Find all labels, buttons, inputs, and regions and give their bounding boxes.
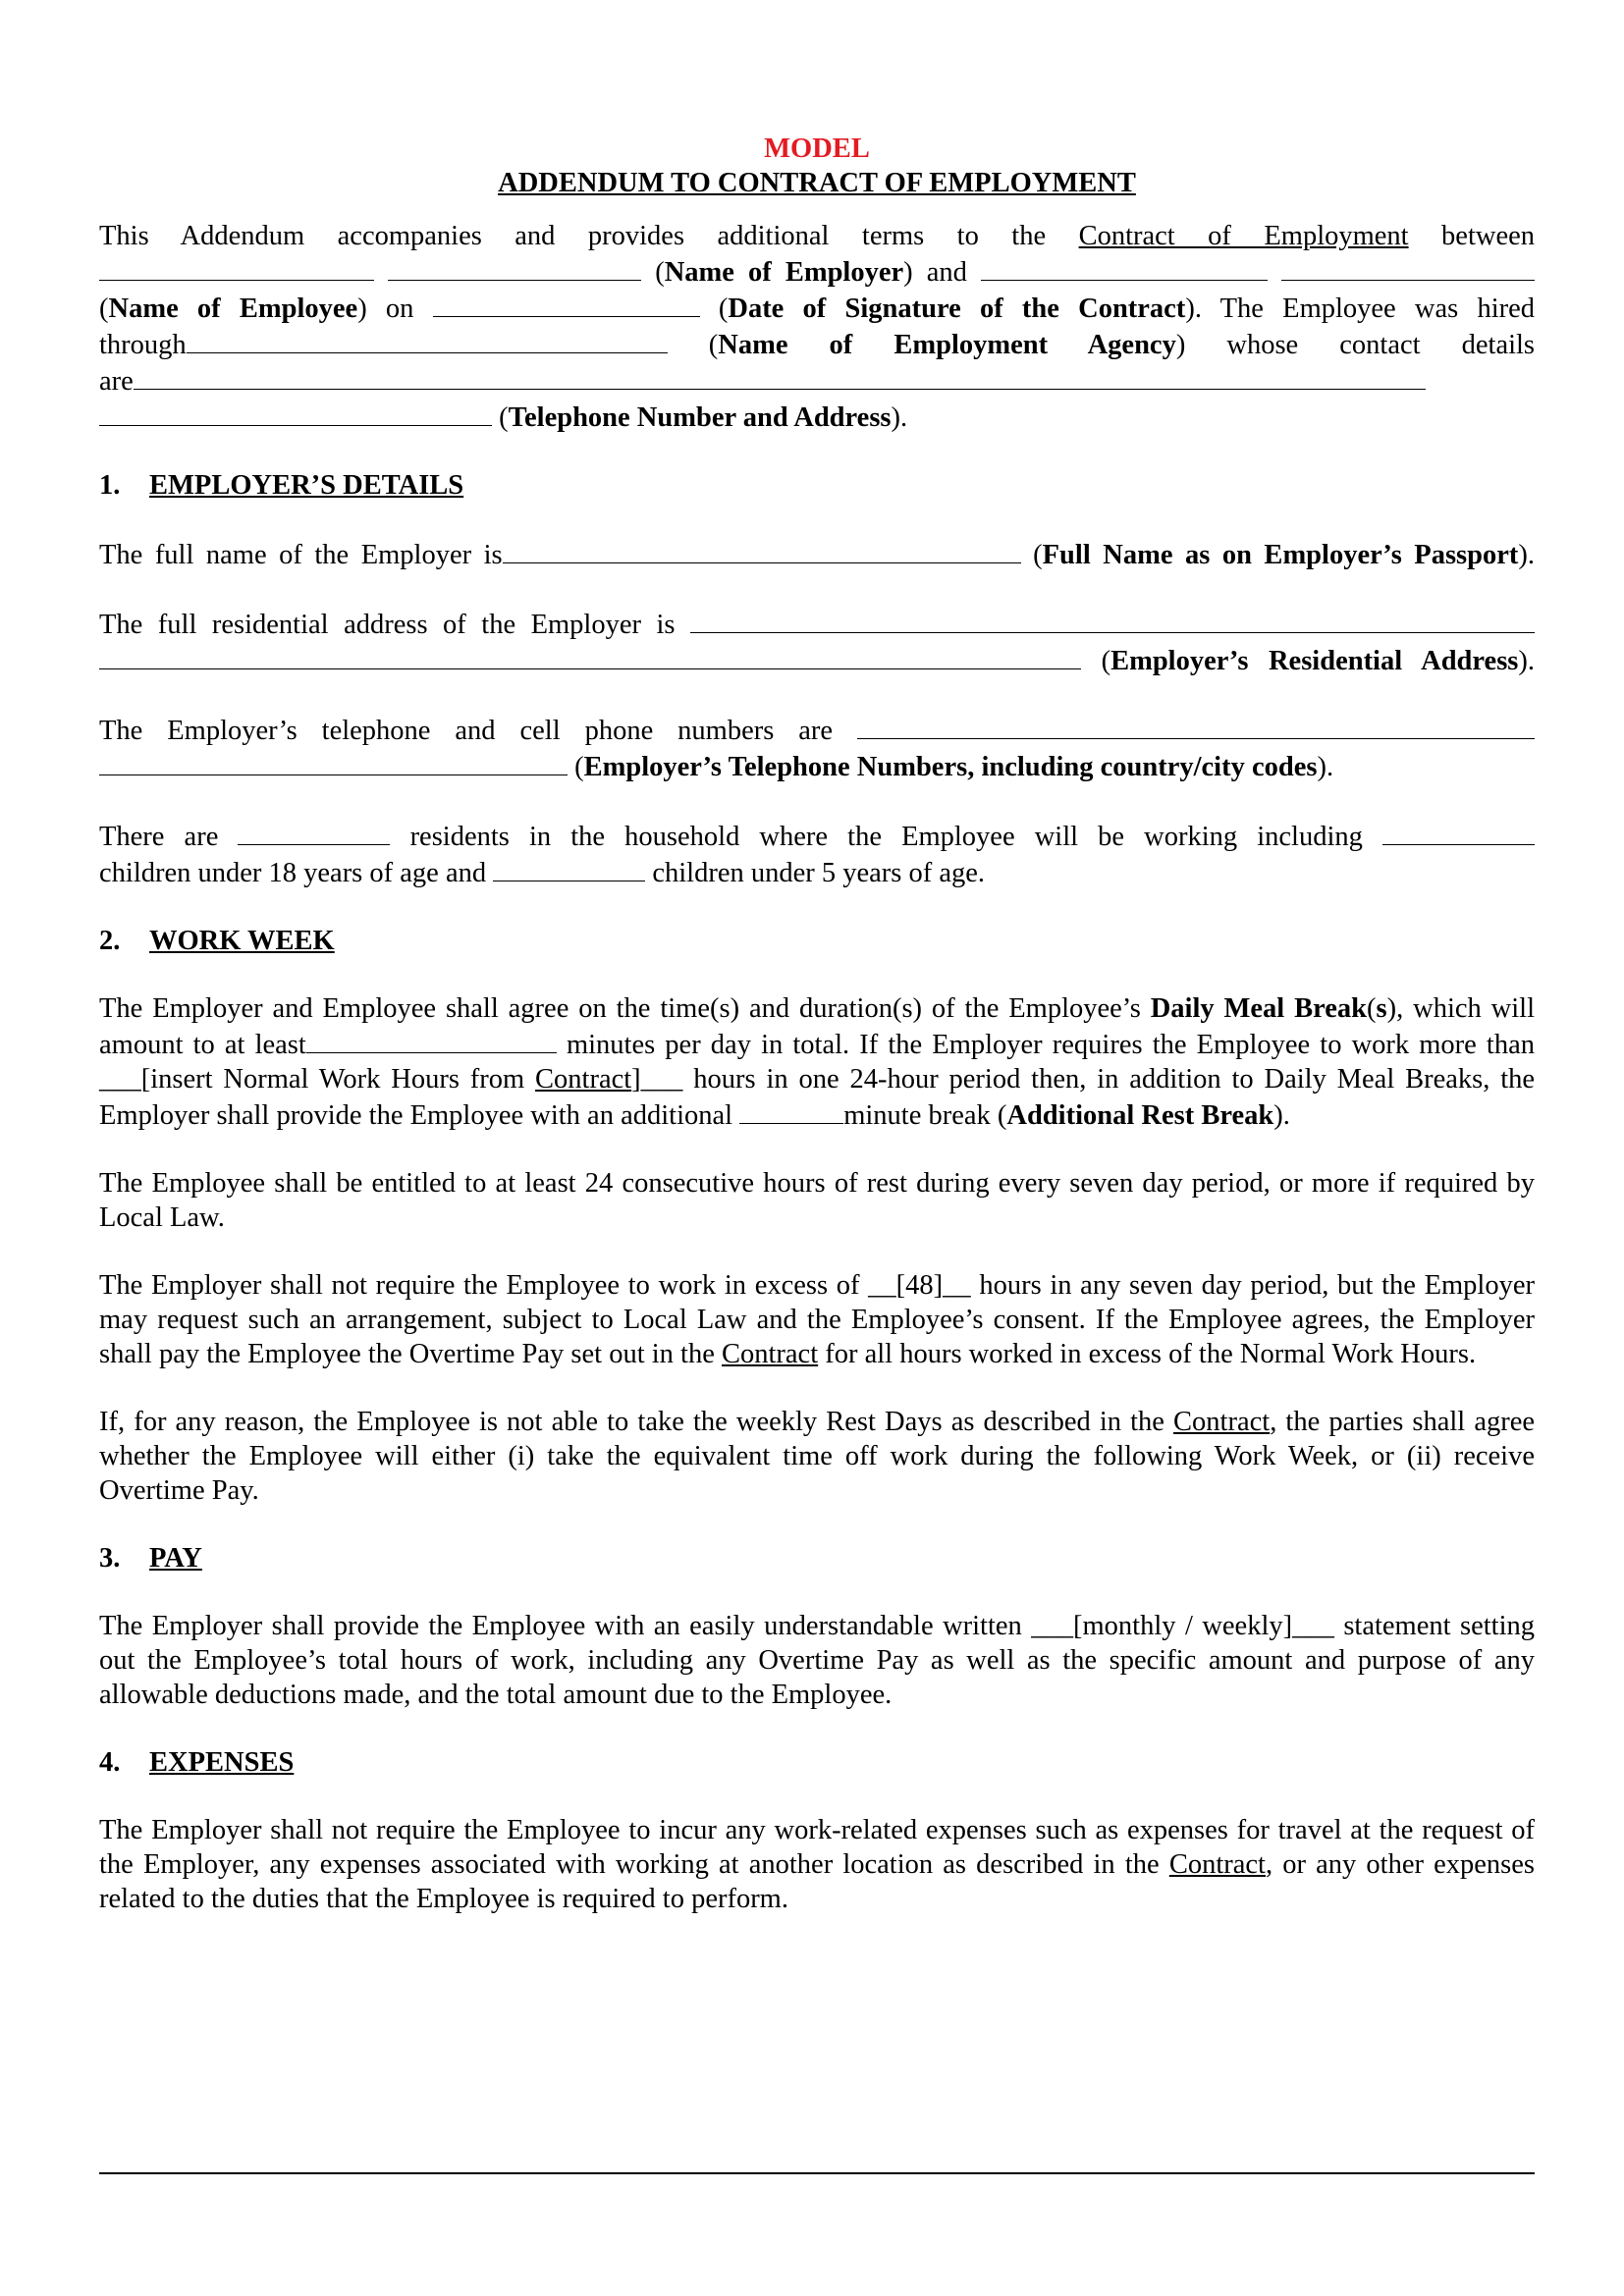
section-3-heading: 3. PAY [99, 1543, 202, 1574]
blank-employer-name-2[interactable] [388, 253, 641, 281]
section-2-heading: 2. WORK WEEK [99, 926, 335, 956]
blank-employer-phone-1[interactable] [857, 712, 1535, 739]
weekly-rest-paragraph: The Employee shall be entitled to at least 24 consecutive hours of rest during every seven day period, or more if required by Local Law. [99, 1168, 1535, 1233]
document-page [99, 132, 1535, 1916]
intro-line-4: through (Name of Employment Agency) whose contact details [99, 326, 1535, 362]
blank-agency-contact-2[interactable] [99, 399, 492, 426]
contract-ref: Contract [721, 1339, 819, 1369]
contract-ref: Contract [535, 1064, 632, 1095]
model-label: MODEL [764, 133, 870, 164]
contract-ref: Contract [1168, 1849, 1266, 1880]
section-4-heading: 4. EXPENSES [99, 1747, 295, 1778]
household-residents-paragraph: There are residents in the household where the Employee will be working including children under 18 years of age and children under 5 years of age. [99, 818, 1535, 890]
blank-employee-name-2[interactable] [1281, 253, 1535, 281]
blank-meal-break-minutes[interactable] [306, 1026, 557, 1053]
blank-children-under-18[interactable] [1382, 818, 1535, 845]
footer-divider [99, 2172, 1535, 2174]
blank-employer-address-1[interactable] [690, 606, 1535, 633]
contract-of-employment-ref: Contract of Employment [1078, 221, 1409, 251]
document-title: ADDENDUM TO CONTRACT OF EMPLOYMENT [498, 168, 1136, 198]
section-2-title: WORK WEEK [149, 926, 335, 956]
blank-employer-phone-2[interactable] [99, 748, 568, 775]
blank-employer-name-1[interactable] [99, 253, 374, 281]
intro-paragraph [99, 219, 1535, 435]
rest-days-paragraph: If, for any reason, the Employee is not able to take the weekly Rest Days as described in the Contract, the parties shall agree whether the Employee will either (i) take the equivalent time off work during the following Work Week, or (ii) receive Overtime Pay. [99, 1407, 1536, 1506]
blank-children-under-5[interactable] [493, 854, 645, 881]
intro-line-6: (Telephone Number and Address). [99, 399, 1535, 435]
intro-line-2: (Name of Employer) and [99, 253, 1535, 290]
section-1-title: EMPLOYER’S DETAILS [149, 470, 464, 501]
max-hours-paragraph: The Employer shall not require the Employee to work in excess of __[48]__ hours in any seven day period, but the Employer may request such an arrangement, subject to Local Law and the Employee’s consent. If the Employee agrees, the Employer shall pay the Employee the Overtime Pay set out in the Contract for all hours worked in excess of the Normal Work Hours. [99, 1270, 1535, 1369]
expenses-paragraph: The Employer shall not require the Employee to incur any work-related expenses such as expenses for travel at the request of the Employer, any expenses associated with working at another location as described in the Contract, or any other expenses related to the duties that the Employee is required to perform. [99, 1815, 1535, 1914]
blank-additional-break-minutes[interactable] [739, 1096, 843, 1124]
intro-line-1: This Addendum accompanies and provides additional terms to the Contract of Employment between [99, 221, 1535, 251]
blank-employer-full-name[interactable] [503, 536, 1021, 563]
intro-line-5: are [99, 362, 1535, 399]
employer-full-name-paragraph: The full name of the Employer is (Full Name as on Employer’s Passport). [99, 536, 1535, 572]
blank-employee-name-1[interactable] [981, 253, 1268, 281]
title-block [99, 132, 1535, 200]
employer-phone-paragraph: The Employer’s telephone and cell phone numbers are (Employer’s Telephone Numbers, including country/city codes). [99, 712, 1535, 784]
blank-agency-name[interactable] [187, 326, 668, 353]
section-1-heading: 1. EMPLOYER’S DETAILS [99, 470, 464, 501]
meal-break-paragraph: The Employer and Employee shall agree on the time(s) and duration(s) of the Employee’s Daily Meal Break(s), which will amount to at least minutes per day in total. If the Employer requires the Employee to work more than ___[insert Normal Work Hours from Contract]___ hours in one 24-hour period then, in addition to Daily Meal Breaks, the Employer shall provide the Employee with an additional minute break (Additional Rest Break). [99, 993, 1536, 1131]
blank-agency-contact-1[interactable] [134, 362, 1426, 390]
contract-ref: Contract [1173, 1407, 1271, 1437]
pay-statement-paragraph: The Employer shall provide the Employee with an easily understandable written ___[monthly / weekly]___ statement setting out the Employee’s total hours of work, including any Overtime Pay as well as the specific amount and purpose of any allowable deductions made, and the total amount due to the Employee. [99, 1611, 1535, 1710]
section-3-title: PAY [149, 1543, 202, 1574]
blank-signature-date[interactable] [433, 290, 700, 317]
blank-employer-address-2[interactable] [99, 642, 1081, 669]
intro-line-3: (Name of Employee) on (Date of Signature of the Contract). The Employee was hired [99, 290, 1535, 326]
section-4-title: EXPENSES [149, 1747, 295, 1778]
blank-resident-count[interactable] [238, 818, 390, 845]
employer-address-paragraph: The full residential address of the Employer is (Employer’s Residential Address). [99, 606, 1535, 678]
